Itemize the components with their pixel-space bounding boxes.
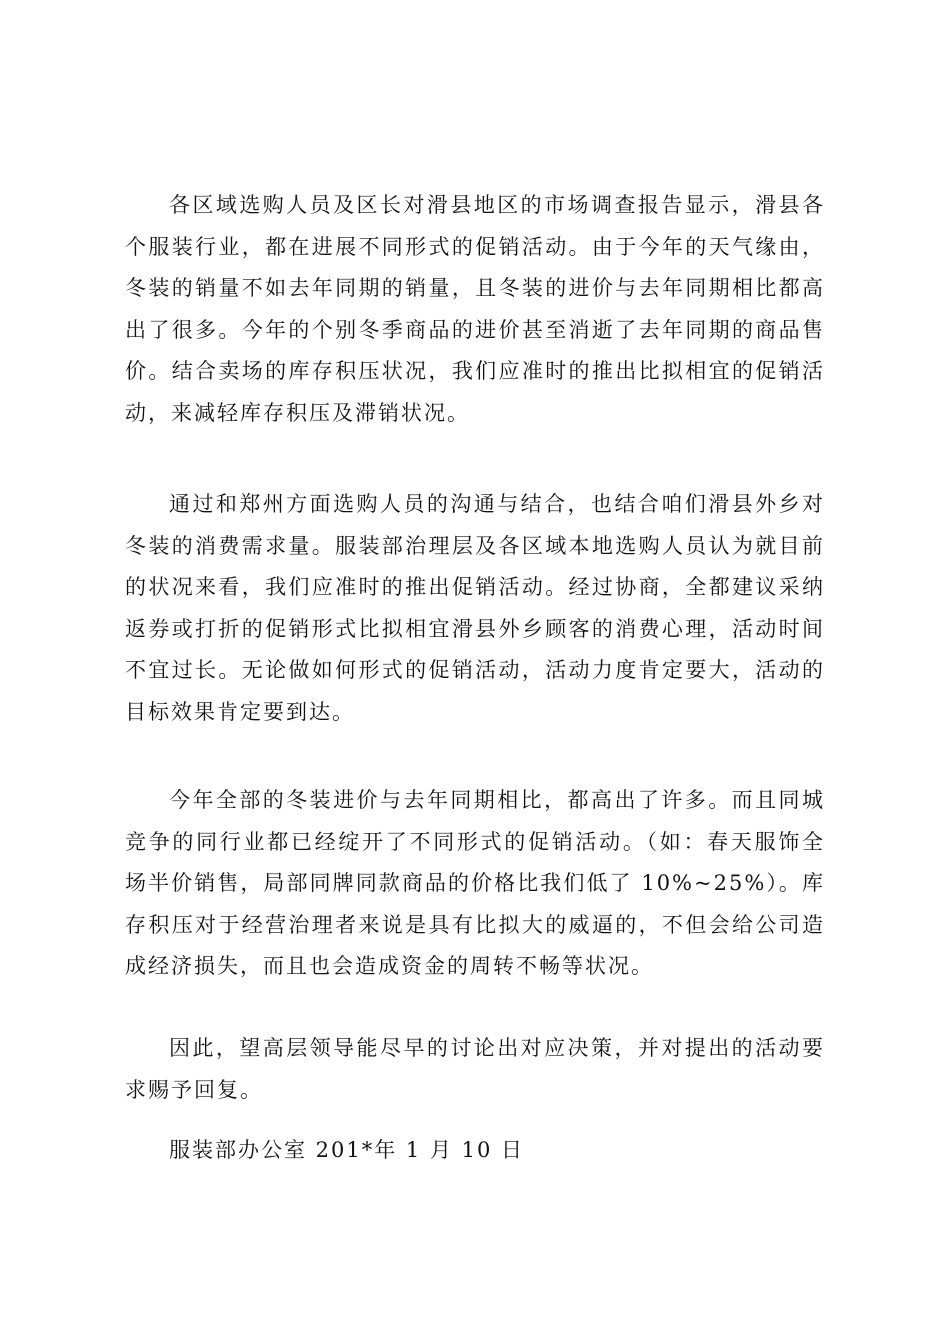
paragraph-inventory-pressure: 今年全部的冬装进价与去年同期相比，都高出了许多。而且同城竞争的同行业都已经绽开了不同形式的促销活动。（如：春天服饰全场半价销售，局部同牌同款商品的价格比我们低了 10%~25%）。库存积压对于经营治理者来说是具有比拟大的威逼的，不但会给公司造成经济损失，而且也会造成资金的周转不畅等状况。 bbox=[125, 788, 825, 978]
paragraph-promotion-proposal: 通过和郑州方面选购人员的沟通与结合，也结合咱们滑县外乡对冬装的消费需求量。服装部治理层及各区域本地选购人员认为就目前的状况来看，我们应准时的推出促销活动。经过协商，全都建议采纳返券或打折的促销形式比拟相宜滑县外乡顾客的消费心理，活动时间不宜过长。无论做如何形式的促销活动，活动力度肯定要大，活动的目标效果肯定要到达。 bbox=[125, 492, 825, 724]
paragraph-request: 因此，望高层领导能尽早的讨论出对应决策，并对提出的活动要求赐予回复。 bbox=[125, 1036, 825, 1102]
paragraph-market-survey: 各区域选购人员及区长对滑县地区的市场调查报告显示，滑县各个服装行业，都在进展不同形式的促销活动。由于今年的天气缘由，冬装的销量不如去年同期的销量，且冬装的进价与去年同期相比都高出了很多。今年的个别冬季商品的进价甚至消逝了去年同期的商品售价。结合卖场的库存积压状况，我们应准时的推出比拟相宜的促销活动，来减轻库存积压及滞销状况。 bbox=[125, 193, 825, 425]
signature-line: 服装部办公室 201*年 1 月 10 日 bbox=[169, 1138, 525, 1162]
